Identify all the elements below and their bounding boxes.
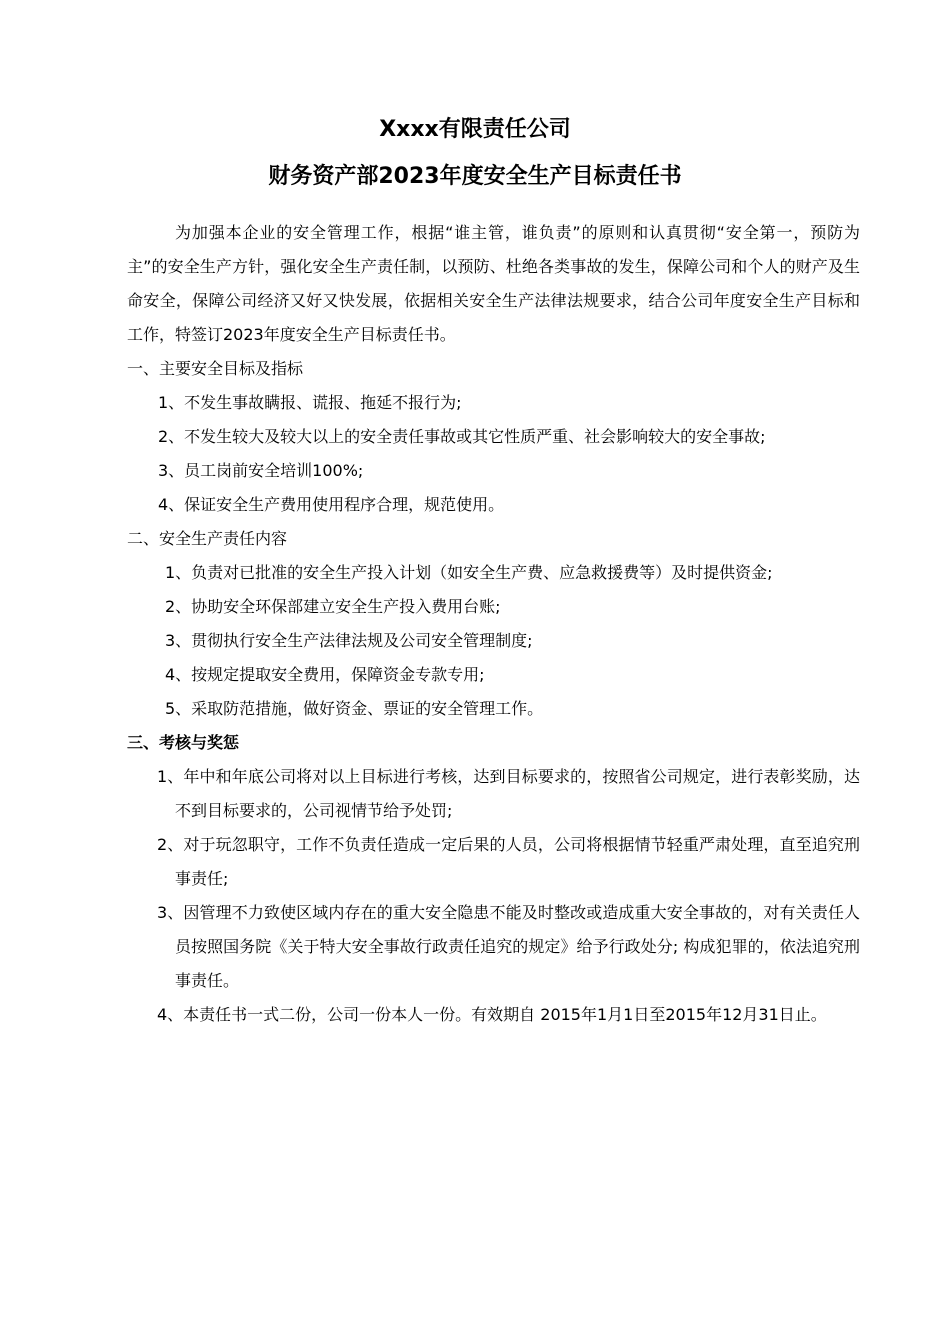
goal-item: 4、保证安全生产费用使用程序合理，规范使用。 [158,495,505,514]
responsibility-item: 2、协助安全环保部建立安全生产投入费用台账; [165,597,501,616]
responsibility-item: 4、按规定提取安全费用，保障资金专款专用; [165,665,485,684]
responsibility-item: 3、贯彻执行安全生产法律法规及公司安全管理制度; [165,631,533,650]
section-1-heading: 一、主要安全目标及指标 [127,359,304,378]
assessment-item: 1、年中和年底公司将对以上目标进行考核，达到目标要求的，按照省公司规定，进行表彰奖励，达不到目标要求的，公司视情节给予处罚; [157,767,860,820]
company-title: Xxxx有限责任公司 [379,117,571,142]
assessment-item: 2、对于玩忽职守，工作不负责任造成一定后果的人员，公司将根据情节轻重严肃处理，直至追究刑事责任; [157,835,860,888]
assessment-item: 3、因管理不力致使区域内存在的重大安全隐患不能及时整改或造成重大安全事故的，对有关责任人员按照国务院《关于特大安全事故行政责任追究的规定》给予行政处分; 构成犯罪的，依法追究刑事责任。 [157,903,860,990]
goal-item: 2、不发生较大及较大以上的安全责任事故或其它性质严重、社会影响较大的安全事故; [158,427,766,446]
intro-paragraph: 为加强本企业的安全管理工作，根据“谁主管，谁负责”的原则和认真贯彻“安全第一，预防为主”的安全生产方针，强化安全生产责任制，以预防、杜绝各类事故的发生，保障公司和个人的财产及生命安全，保障公司经济又好又快发展，依据相关安全生产法律法规要求，结合公司年度安全生产目标和工作，特签订2023年度安全生产目标责任书。 [127,223,860,344]
section-2-heading: 二、安全生产责任内容 [127,529,288,548]
goal-item: 1、不发生事故瞒报、谎报、拖延不报行为; [158,393,462,412]
section-3-heading: 三、考核与奖惩 [127,733,240,752]
validity-paragraph: 4、本责任书一式二份，公司一份本人一份。有效期自 2015年1月1日至2015年12月31日止。 [157,1005,827,1024]
document-body [127,216,860,1032]
document-title: 财务资产部2023年度安全生产目标责任书 [268,164,682,189]
responsibility-item: 1、负责对已批准的安全生产投入计划（如安全生产费、应急救援费等）及时提供资金; [165,563,773,582]
responsibility-item: 5、采取防范措施，做好资金、票证的安全管理工作。 [165,699,544,718]
goal-item: 3、员工岗前安全培训100%; [158,461,364,480]
